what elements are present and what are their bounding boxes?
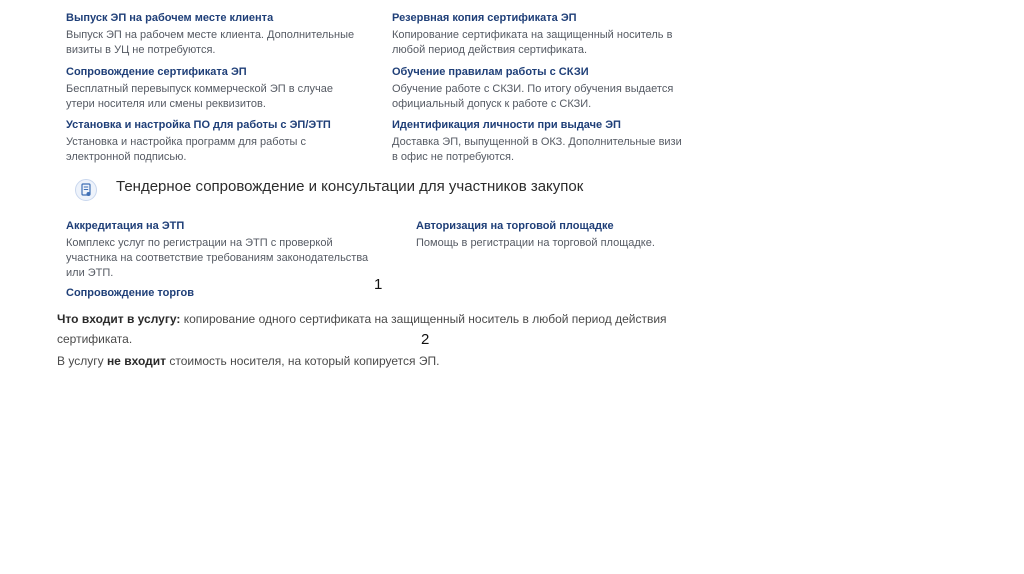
service-title-skzi-training[interactable]: Обучение правилам работы с СКЗИ (392, 66, 589, 78)
excluded-paragraph: В услугу не входит стоимость носителя, на который копируется ЭП. (57, 354, 440, 368)
document-badge-icon (74, 178, 98, 202)
section-title-tender: Тендерное сопровождение и консультации для участников закупок (116, 178, 584, 195)
service-title-backup-cert[interactable]: Резервная копия сертификата ЭП (392, 12, 577, 24)
marker-1: 1 (374, 276, 383, 293)
service-desc-identification: Доставка ЭП, выпущенной в ОКЗ. Дополнительные визи в офис не потребуются. (392, 136, 682, 163)
service-title-software-setup[interactable]: Установка и настройка ПО для работы с ЭП/ЭТП (66, 119, 331, 131)
service-desc-issue-ep: Выпуск ЭП на рабочем месте клиента. Дополнительные визиты в УЦ не потребуются. (66, 29, 355, 56)
included-text-continued: сертификата. (57, 332, 133, 346)
service-title-platform-auth[interactable]: Авторизация на торговой площадке (416, 220, 614, 232)
included-text: копирование одного сертификата на защищенный носитель в любой период действия (183, 312, 667, 326)
service-title-etp-accreditation[interactable]: Аккредитация на ЭТП (66, 220, 185, 232)
marker-2: 2 (421, 331, 430, 348)
service-title-cert-support[interactable]: Сопровождение сертификата ЭП (66, 66, 247, 78)
service-desc-etp-accreditation: Комплекс услуг по регистрации на ЭТП с проверкой участника на соответствие требованиям законодательства или ЭТП. (66, 237, 369, 279)
service-desc-platform-auth: Помощь в регистрации на торговой площадке. (416, 237, 655, 249)
excluded-bold: не входит (106, 354, 166, 368)
service-desc-skzi-training: Обучение работе с СКЗИ. По итогу обучения выдается официальный допуск к работе с СКЗИ. (392, 83, 674, 110)
service-title-issue-ep[interactable]: Выпуск ЭП на рабочем месте клиента (66, 12, 274, 24)
service-desc-software-setup: Установка и настройка программ для работы с электронной подписью. (66, 136, 306, 163)
included-label: Что входит в услугу: (57, 312, 181, 326)
service-desc-backup-cert: Копирование сертификата на защищенный носитель в любой период действия сертификата. (392, 29, 673, 56)
service-title-tender-support[interactable]: Сопровождение торгов (66, 287, 195, 299)
service-title-identification[interactable]: Идентификация личности при выдаче ЭП (392, 119, 621, 131)
service-desc-cert-support: Бесплатный перевыпуск коммерческой ЭП в случае утери носителя или смены реквизитов. (66, 83, 333, 110)
included-paragraph (57, 309, 667, 349)
